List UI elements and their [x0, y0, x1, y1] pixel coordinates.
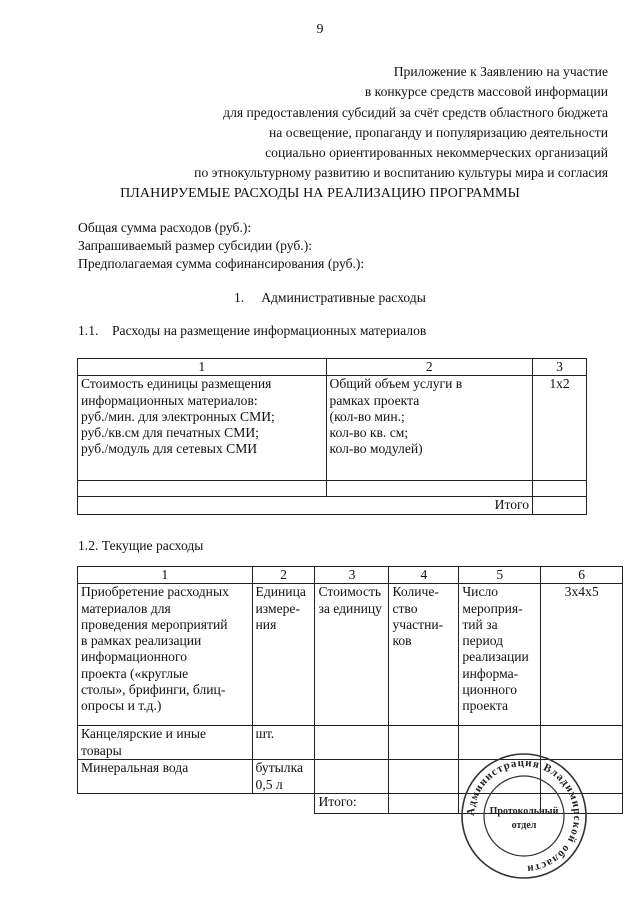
formula-cell: 3х4х5 [541, 584, 623, 726]
empty-cell [389, 726, 459, 760]
empty-cell [389, 794, 459, 814]
page-number: 9 [316, 22, 324, 37]
table-total-label: Итого: [315, 794, 389, 814]
empty-cell [252, 794, 315, 814]
item-name-cell: Минеральная вода [78, 760, 253, 794]
table-header-cell: 2 [252, 567, 315, 584]
appendix-line: Приложение к Заявлению на участие [393, 64, 608, 79]
placement-costs-table [77, 358, 587, 515]
table-header-cell: 6 [541, 567, 623, 584]
table-header-cell: 1 [78, 567, 253, 584]
totals-block [78, 219, 364, 273]
section-heading-placement: 1.1. Расходы на размещение информационных материалов [78, 323, 427, 338]
participants-column-cell: Количе- ство участни- ков [389, 584, 459, 726]
protocol-department-stamp [460, 752, 588, 880]
empty-cell [78, 794, 253, 814]
section-heading-current: 1.2. Текущие расходы [78, 538, 204, 553]
empty-cell [533, 481, 587, 497]
unit-cost-column-cell: Стоимость за единицу [315, 584, 389, 726]
events-count-column-cell: Число мероприя- тий за период реализации информа- ционного проекта [459, 584, 541, 726]
materials-description-cell: Приобретение расходных материалов для проведения мероприятий в рамках реализации информационного проекта («круглые столы», брифинги, блиц- опросы и т.д.) [78, 584, 253, 726]
table-header-cell: 4 [389, 567, 459, 584]
empty-cell [389, 760, 459, 794]
table-total-label: Итого [78, 497, 533, 515]
empty-cell [326, 481, 533, 497]
table-total-value [533, 497, 587, 515]
item-name-cell: Канцелярские и иные товары [78, 726, 253, 760]
appendix-line: для предоставления субсидий за счёт средств областного бюджета [223, 104, 608, 120]
empty-cell [315, 760, 389, 794]
cofinancing-label: Предполагаемая сумма софинансирования (руб.): [78, 256, 365, 271]
unit-column-cell: Единица измере- ния [252, 584, 315, 726]
requested-subsidy-label: Запрашиваемый размер субсидии (руб.): [78, 238, 313, 253]
document-title: ПЛАНИРУЕМЫЕ РАСХОДЫ НА РЕАЛИЗАЦИЮ ПРОГРАММЫ [120, 186, 520, 201]
total-expenses-label: Общая сумма расходов (руб.): [78, 220, 252, 235]
stamp-center-text: отдел [511, 820, 537, 831]
appendix-line: по этнокультурному развитию и воспитанию культуры мира и согласия [194, 165, 608, 181]
table-header-cell: 3 [315, 567, 389, 584]
empty-cell [78, 481, 327, 497]
table-header-cell: 1 [78, 359, 327, 376]
unit-cost-cell: Стоимость единицы размещения информационных материалов: руб./мин. для электронных СМИ; руб./кв.см для печатных СМИ; руб./модуль для сетевых СМИ [78, 376, 327, 481]
appendix-header [194, 62, 608, 184]
service-volume-cell: Общий объем услуги в рамках проекта (кол-во мин.; кол-во кв. см; кол-во модулей) [326, 376, 533, 481]
formula-cell: 1х2 [533, 376, 587, 481]
item-unit-cell: шт. [252, 726, 315, 760]
appendix-line: социально ориентированных некоммерческих организаций [265, 145, 608, 161]
stamp-center-text: Протокольный [489, 806, 559, 817]
table-header-cell: 5 [459, 567, 541, 584]
section-heading-administrative: 1. Административные расходы [234, 290, 426, 305]
table-header-cell: 3 [533, 359, 587, 376]
appendix-line: в конкурсе средств массовой информации [364, 84, 608, 100]
stamp-ring-text: Администрация Владимирской области [464, 756, 584, 876]
item-unit-cell: бутылка 0,5 л [252, 760, 315, 794]
table-header-cell: 2 [326, 359, 533, 376]
appendix-line: на освещение, пропаганду и популяризацию деятельности [269, 124, 608, 140]
empty-cell [315, 726, 389, 760]
